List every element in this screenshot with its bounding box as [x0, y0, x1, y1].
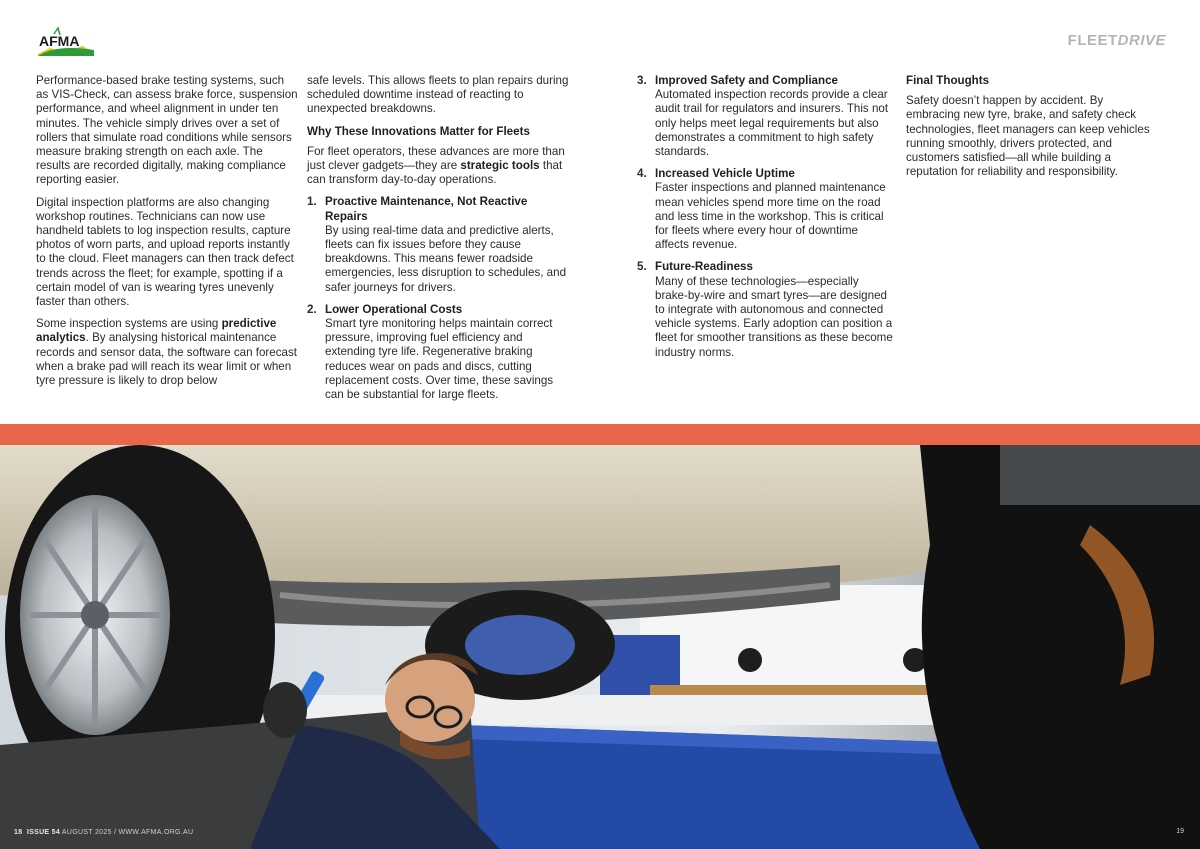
list-item — [637, 167, 893, 252]
issue-number: ISSUE 54 — [26, 829, 61, 836]
issue-date-url: AUGUST 2025 / WWW.AFMA.ORG.AU — [60, 829, 194, 836]
bold-term: strategic tools — [460, 159, 540, 173]
section-heading: Final Thoughts — [906, 74, 990, 87]
list-item-title: Proactive Maintenance, Not Reactive Repairs — [325, 195, 528, 223]
paragraph — [307, 145, 569, 188]
text-run: that can transform day-to-day operations. — [307, 159, 563, 187]
list-number: 4. — [637, 167, 647, 181]
list-item-title: Improved Safety and Compliance — [655, 74, 838, 87]
paragraph — [36, 317, 298, 388]
list-item-text: Automated inspection records provide a clear audit trail for regulators and insurers. This not only helps meet legal requirements but also demonstrates a commitment to high safety standards. — [655, 88, 889, 159]
article-column-1 — [36, 74, 298, 396]
mechanic-under-car-photo — [0, 445, 1200, 849]
page-number-left: 18 — [14, 829, 23, 836]
list-item-text: By using real-time data and predictive alerts, fleets can fix issues before they cause breakdowns. This means fewer roadside emergencies, less disruption to schedules, and safer journeys for drivers. — [325, 223, 567, 294]
paragraph: Digital inspection platforms are also changing workshop routines. Technicians can now use handheld tablets to log inspection results, capture photos of worn parts, and upload reports instantly to the cloud. Fleet managers can then track defect trends across the fleet; for example, spotting if a certain model of van is wearing tyres unevenly faster than others. — [36, 195, 294, 309]
list-number: 5. — [637, 260, 647, 274]
list-item-text: Smart tyre monitoring helps maintain correct pressure, improving fuel efficiency and extending tyre life. Regenerative braking reduces wear on pads and discs, cutting replacement costs. Over time, these savings can be substantial for large fleets. — [325, 317, 554, 402]
article-column-2 — [307, 74, 569, 410]
list-item — [637, 260, 893, 359]
text-run: Some inspection systems are using — [36, 317, 222, 331]
paragraph: Safety doesn’t happen by accident. By embracing new tyre, brake, and safety check technologies, fleet managers can keep vehicles running smoothly, drivers protected, and customers satisfied—all while building a reputation for reliability and responsibility. — [906, 94, 1150, 179]
list-number: 1. — [307, 195, 317, 209]
list-item — [637, 74, 893, 159]
text-run: . By analysing historical maintenance records and sensor data, the software can forecast when a brake pad will reach its wear limit or when tyre pressure is likely to drop below — [36, 331, 298, 388]
article-column-4 — [906, 74, 1156, 187]
list-item — [307, 195, 569, 294]
publication-brand — [1068, 32, 1166, 49]
list-item-title: Lower Operational Costs — [325, 302, 463, 316]
list-item-title: Future-Readiness — [655, 260, 753, 274]
footer-issue-info — [14, 829, 193, 836]
bold-term: predictive analytics — [36, 317, 277, 345]
list-number: 2. — [307, 302, 317, 316]
paragraph: safe levels. This allows fleets to plan repairs during scheduled downtime instead of reacting to unexpected breakdowns. — [307, 74, 569, 116]
brand-drive: DRIVE — [1117, 32, 1166, 49]
paragraph: Performance-based brake testing systems, such as VIS-Check, can assess brake force, suspension performance, and wheel alignment in under ten minutes. The vehicle simply drives over a set of rollers that simulate road conditions while sensors measure braking strength on each axle. The results are recorded digitally, making compliance reporting easier. — [36, 74, 298, 187]
page-number-right: 19 — [1176, 828, 1184, 835]
list-item — [307, 303, 569, 402]
list-number: 3. — [637, 74, 647, 87]
afma-logo — [36, 26, 96, 60]
list-item-text: Many of these technologies—especially brake-by-wire and smart tyres—are designed to integrate with autonomous and connected vehicle systems. Early adoption can position a fleet for smoother transitions as these become industry norms. — [655, 274, 893, 359]
article-column-3 — [637, 74, 893, 368]
section-heading: Why These Innovations Matter for Fleets — [307, 124, 530, 138]
list-item-title: Increased Vehicle Uptime — [655, 167, 795, 181]
svg-text:AFMA: AFMA — [39, 33, 80, 49]
accent-banner — [0, 424, 1200, 445]
text-run: For fleet operators, these advances are more than just clever gadgets—they are — [307, 144, 565, 173]
list-item-text: Faster inspections and planned maintenance mean vehicles spend more time on the road and less time in the workshop. This is critical for fleets where every hour of downtime affects revenue. — [655, 181, 886, 252]
brand-fleet: FLEET — [1067, 32, 1118, 49]
